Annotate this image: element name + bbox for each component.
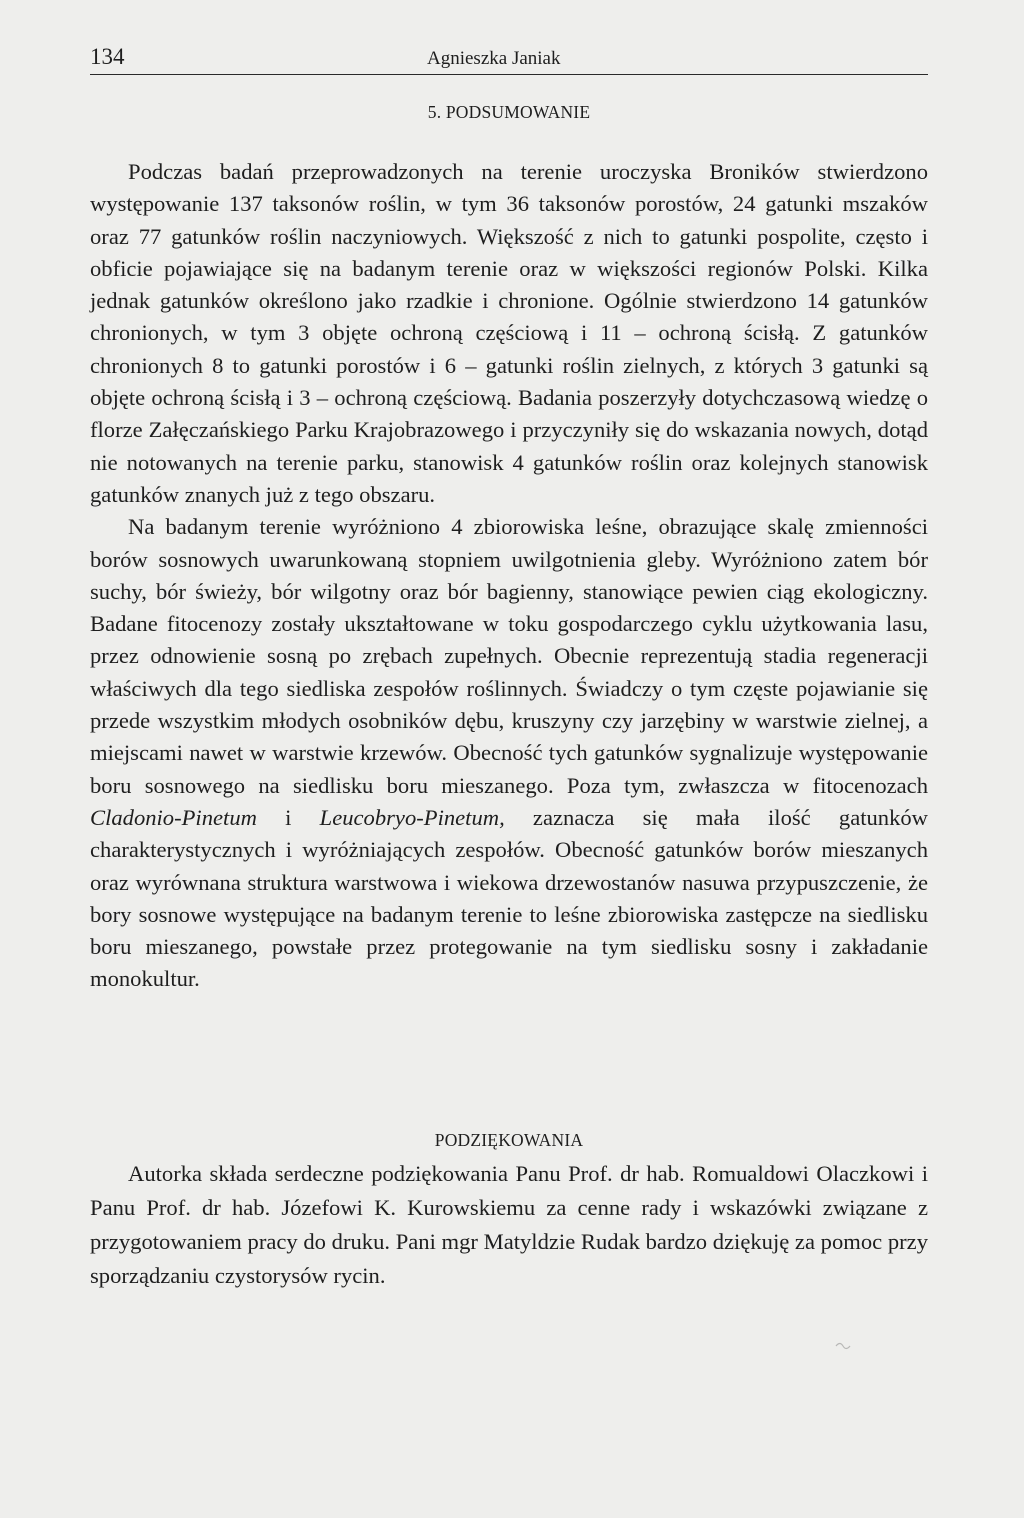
acknowledgements-body xyxy=(90,1157,928,1293)
latin-name-italic: Leucobryo-Pinetum, xyxy=(319,804,505,830)
section-heading-acknowledgements: PODZIĘKOWANIA xyxy=(434,1130,584,1150)
scan-speck-icon xyxy=(834,1340,852,1352)
latin-name-italic: Cladonio-Pinetum xyxy=(90,804,257,830)
section-heading-summary: 5. PODSUMOWANIE xyxy=(427,102,591,122)
summary-paragraph-1: Podczas badań przeprowadzonych na terenie uroczyska Broników stwierdzono występowanie 137 taksonów roślin, w tym 36 taksonów porostów, 24 gatunki mszaków oraz 77 gatunków roślin naczyniowych. Większość z nich to gatunki pospolite, często i obficie pojawiające się na badanym terenie oraz w większości regionów Polski. Kilka jednak gatunków określono jako rzadkie i chronione. Ogólnie stwierdzono 14 gatunków chronionych, w tym 3 objęte ochroną częściową i 11 – ochroną ścisłą. Z gatunków chronionych 8 to gatunki porostów i 6 – gatunki roślin zielnych, z których 3 gatunki są objęte ochroną ścisłą i 3 – ochroną częściową. Badania poszerzyły dotychczasową wiedzę o florze Załęczańskiego Parku Krajobrazowego i przyczyniły się do wskazania nowych, dotąd nie notowanych na terenie parku, stanowisk 4 gatunków roślin oraz kolejnych stanowisk gatunków znanych już z tego obszaru. xyxy=(90,159,928,507)
page-number: 134 xyxy=(90,44,125,69)
summary-paragraph-2 xyxy=(90,511,928,995)
paragraph-text: i xyxy=(256,804,320,830)
running-header-author: Agnieszka Janiak xyxy=(427,48,561,69)
paragraph-text: Na badanym terenie wyróżniono 4 zbiorowiska leśne, obrazujące skalę zmienności borów sosnowych uwarunkowaną stopniem uwilgotnienia gleby. Wyróżniono zatem bór suchy, bór świeży, bór wilgotny oraz bór bagienny, stanowiące pewien ciąg ekologiczny. Badane fitocenozy zostały ukształtowane w toku gospodarczego cyklu użytkowania lasu, przez odnowienie sosną po zrębach zupełnych. Obecnie reprezentują stadia regeneracji właściwych dla tego siedliska zespołów roślinnych. Świadczy o tym częste pojawianie się przede wszystkim młodych osobników dębu, kruszyny czy jarzębiny w warstwie zielnej, a miejscami nawet w warstwie krzewów. Obecność tych gatunków sygnalizuje występowanie boru sosnowego na siedlisku boru mieszanego. Poza tym, zwłaszcza w fitocenozach xyxy=(90,514,928,798)
paragraph-text: zaznacza się mała ilość gatunków charakterystycznych i wyróżniających zespołów. Obecność gatunków borów mieszanych oraz wyrównana struktura warstwowa i wiekowa drzewostanów nasuwa przypuszczenie, że bory sosnowe występujące na badanym terenie to leśne zbiorowiska zastępcze na siedlisku boru mieszanego, powstałe przez protegowanie na tym siedlisku sosny i zakładanie monokultur. xyxy=(90,804,929,992)
summary-body xyxy=(90,156,928,996)
running-header xyxy=(90,44,928,75)
acknowledgements-paragraph: Autorka składa serdeczne podziękowania Panu Prof. dr hab. Romualdowi Olaczkowi i Panu Prof. dr hab. Józefowi K. Kurowskiemu za cenne rady i wskazówki związane z przygotowaniem pracy do druku. Pani mgr Matyldzie Rudak bardzo dziękuję za pomoc przy sporządzaniu czystorysów rycin. xyxy=(90,1161,928,1288)
